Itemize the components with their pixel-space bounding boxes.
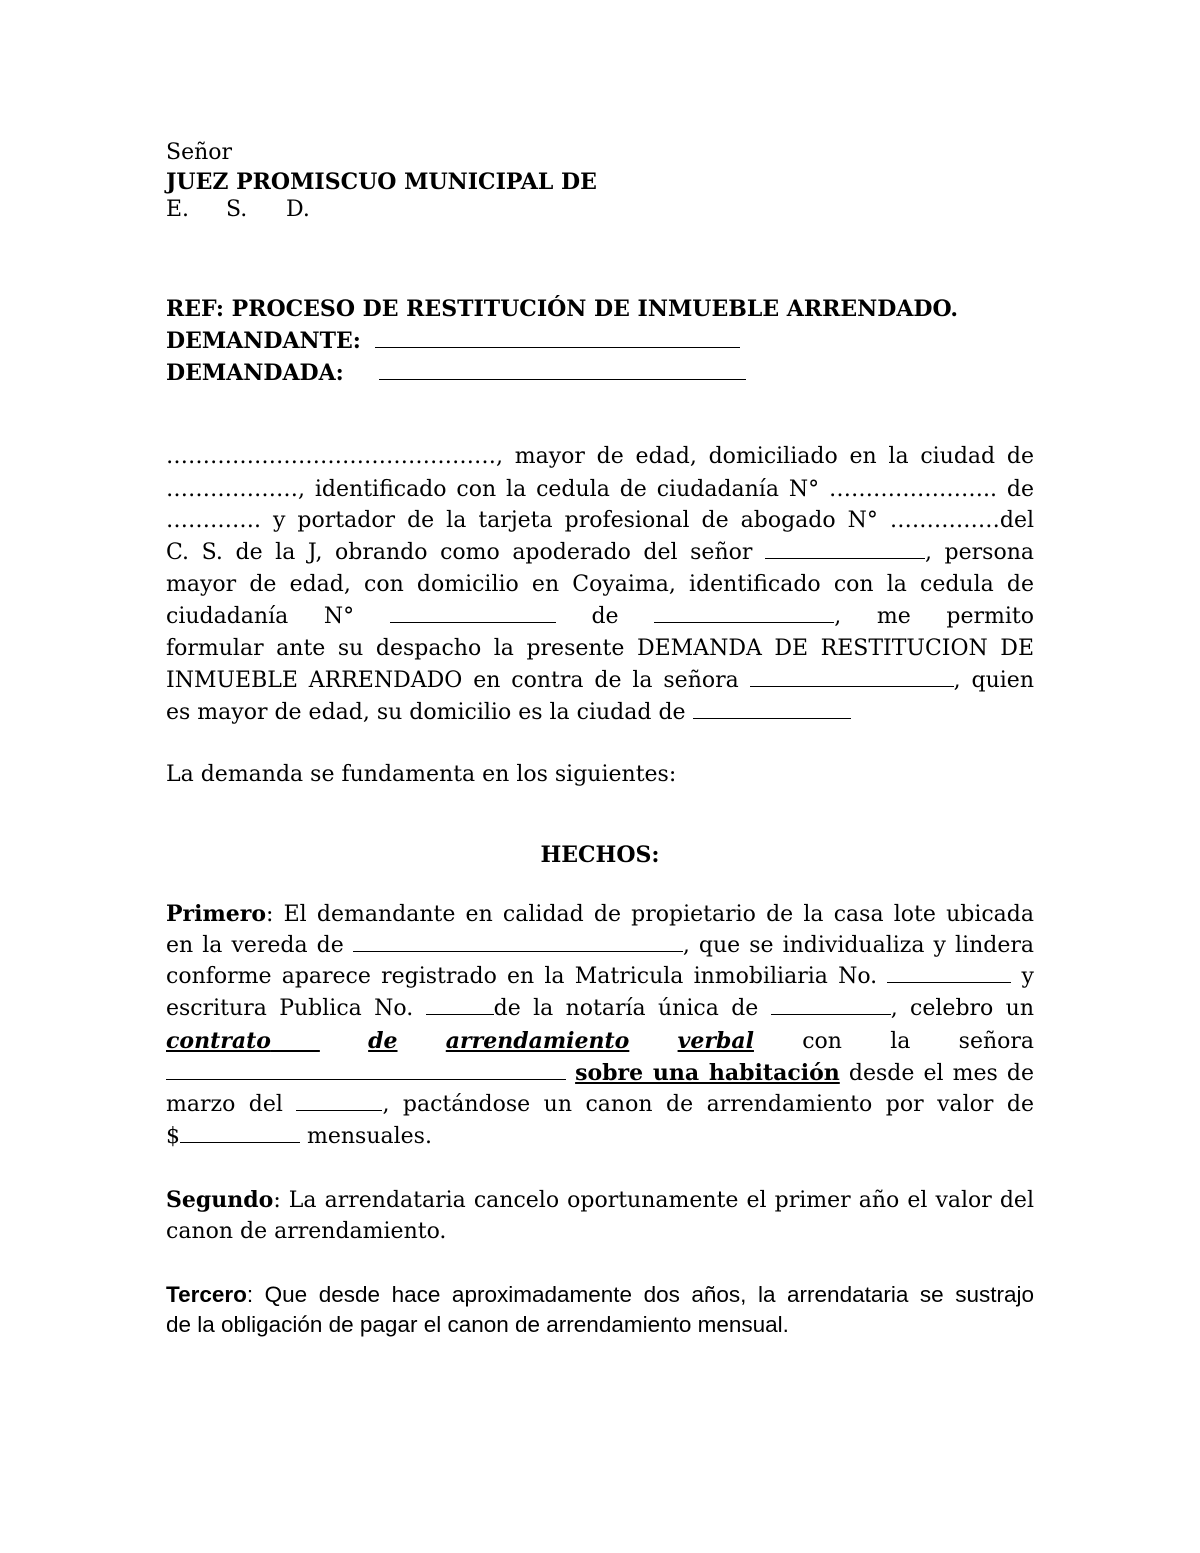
senor-blank — [765, 538, 925, 559]
primero-line-3 — [166, 961, 1034, 993]
contrato-word: contrato — [166, 1028, 271, 1054]
la-word: la — [890, 1029, 911, 1054]
primero-line-7-end: , pactándose un canon de arrendamiento por valor de — [382, 1092, 1034, 1117]
escritura-blank — [426, 994, 494, 1015]
esd-s: S. — [226, 197, 248, 222]
intro-line-8-text: INMUEBLE ARRENDADO en contra de la señora — [166, 668, 739, 693]
intro-line-2: ………………, identificado con la cedula de ciudadanía N° ………………….. de — [166, 477, 1034, 502]
addressee: JUEZ PROMISCUO MUNICIPAL DE — [166, 169, 597, 195]
hechos-heading: HECHOS: — [540, 842, 660, 868]
primero-line-2 — [166, 930, 1034, 962]
primero-line-2-end: , que se individualiza y lindera — [682, 933, 1035, 958]
senora-blank — [750, 666, 954, 687]
tercero-line-2: de la obligación de pagar el canon de arrendamiento mensual. — [166, 1312, 789, 1337]
demandada-line — [166, 357, 746, 389]
matricula-blank — [887, 962, 1011, 983]
demandante-label: DEMANDANTE: — [166, 328, 361, 354]
primero-line-3-text: conforme aparece registrado en la Matricula inmobiliaria No. — [166, 964, 878, 989]
dollar-sign: $ — [166, 1124, 180, 1149]
primero-line-4 — [166, 993, 1034, 1025]
tercero-line-1-text: : Que desde hace aproximadamente dos años, la arrendataria se sustrajo — [246, 1282, 1034, 1307]
cedula-blank — [390, 602, 556, 623]
primero-line-3-end: y — [1021, 964, 1034, 989]
esd-e: E. — [166, 197, 190, 222]
demandante-blank — [375, 327, 740, 348]
demandante-line — [166, 325, 740, 357]
intro-line-9 — [166, 697, 851, 729]
primero-line-6-end: desde el mes de — [839, 1061, 1034, 1086]
primero-line-7-text: marzo del — [166, 1092, 283, 1117]
primero-line-7 — [166, 1089, 1034, 1121]
verbal-word: verbal — [677, 1028, 754, 1054]
valor-blank — [180, 1122, 300, 1143]
intro-line-5: mayor de edad, con domicilio en Coyaima, identificado con la cedula de — [166, 572, 1034, 597]
primero-line-1 — [166, 898, 1034, 931]
primero-line-6 — [166, 1057, 1034, 1090]
con-word: con — [802, 1029, 842, 1054]
intro-line-9-text: es mayor de edad, su domicilio es la ciudad de — [166, 700, 686, 725]
intro-line-8 — [166, 665, 1034, 697]
domicilio-blank — [693, 698, 851, 719]
intro-line-6-de: de — [591, 604, 619, 629]
salutation: Señor — [166, 140, 233, 165]
intro-line-8-end: , quien — [953, 668, 1034, 693]
intro-line-6-end: , me permito — [834, 604, 1035, 629]
primero-line-4-end: , celebro un — [890, 996, 1034, 1021]
primero-line-4-text: escritura Publica No. — [166, 996, 414, 1021]
primero-line-2-text: en la vereda de — [166, 933, 344, 958]
arrendataria-blank — [166, 1059, 566, 1080]
segundo-line-1-text: : La arrendataria cancelo oportunamente el primer año el valor del — [273, 1188, 1034, 1213]
tercero-line-1 — [166, 1279, 1034, 1311]
intro-line-4-end: , persona — [924, 540, 1034, 565]
demandada-label: DEMANDADA: — [166, 360, 344, 386]
intro-line-4-text: C. S. de la J, obrando como apoderado del señor — [166, 540, 753, 565]
primero-line-4-notaria: de la notaría única de — [493, 996, 759, 1021]
primero-line-8 — [166, 1121, 432, 1153]
fundamento-line: La demanda se fundamenta en los siguientes: — [166, 762, 677, 787]
intro-line-6 — [166, 601, 1034, 633]
tercero-label: Tercero — [166, 1282, 247, 1307]
arrendamiento-word: arrendamiento — [445, 1028, 630, 1054]
notaria-blank — [771, 994, 891, 1015]
intro-line-6-text: ciudadanía N° — [166, 604, 355, 629]
esd-d: D. — [286, 197, 310, 222]
de-word: de — [368, 1028, 398, 1054]
primero-line-8-end: mensuales. — [300, 1124, 432, 1149]
year-blank — [296, 1090, 382, 1111]
vereda-blank — [353, 931, 683, 952]
primero-label: Primero — [166, 901, 267, 927]
senora-word: señora — [958, 1029, 1035, 1054]
cedula-city-blank — [654, 602, 834, 623]
segundo-line-2: canon de arrendamiento. — [166, 1219, 447, 1244]
primero-line-5 — [166, 1025, 1034, 1058]
intro-line-4 — [166, 537, 1034, 569]
ref-title: REF: PROCESO DE RESTITUCIÓN DE INMUEBLE ARRENDADO. — [166, 296, 959, 322]
intro-line-1: ………………………………………, mayor de edad, domiciliado en la ciudad de — [166, 444, 1034, 469]
primero-line-1-text: : El demandante en calidad de propietario de la casa lote ubicada — [266, 902, 1034, 927]
intro-line-7: formular ante su despacho la presente DEMANDA DE RESTITUCION DE — [166, 636, 1034, 661]
segundo-line-1 — [166, 1184, 1034, 1217]
habitacion-text: sobre una habitación — [575, 1060, 840, 1086]
segundo-label: Segundo — [166, 1187, 274, 1213]
intro-line-3: …………. y portador de la tarjeta profesional de abogado N° ……………del — [166, 508, 1034, 533]
demandada-blank — [379, 359, 746, 380]
esd-line — [166, 194, 346, 226]
